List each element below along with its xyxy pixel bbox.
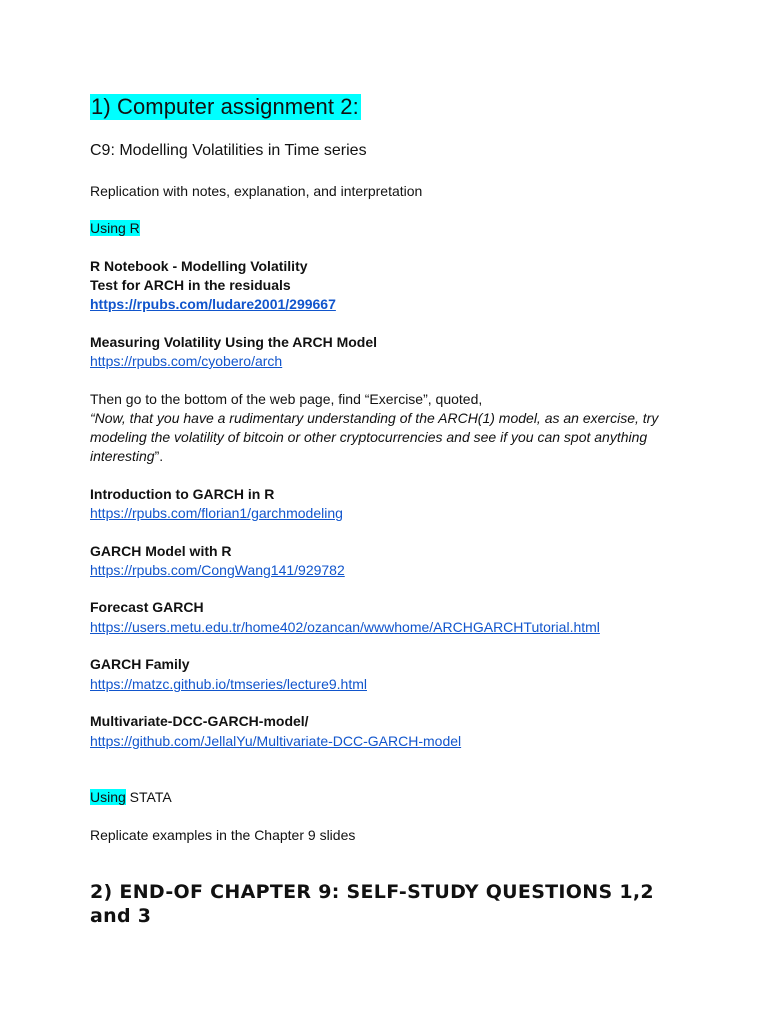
using-r-label: Using R <box>90 220 140 236</box>
chapter-subtitle: C9: Modelling Volatilities in Time series <box>90 142 367 159</box>
self-study-heading: 2) END-OF CHAPTER 9: SELF-STUDY QUESTIONS 1,2 and 3 <box>90 881 654 927</box>
section-link[interactable]: https://users.metu.edu.tr/home402/ozancan/wwwhome/ARCHGARCHTutorial.html <box>90 619 600 635</box>
section-title: Multivariate-DCC-GARCH-model/ <box>90 713 309 729</box>
intro-text: Replication with notes, explanation, and interpretation <box>90 183 423 199</box>
using-stata-highlight: Using <box>90 789 126 805</box>
section-title: Introduction to GARCH in R <box>90 486 275 502</box>
exercise-quote-end: ”. <box>154 448 164 464</box>
exercise-quote-text: “Now, that you have a rudimentary understanding of the ARCH(1) model, as an exercise, try modeling the volatility of bitcoin or other cryptocurrencies and see if you can spot anything interesting <box>90 410 659 464</box>
using-stata-label <box>90 789 172 805</box>
exercise-intro: Then go to the bottom of the web page, find “Exercise”, quoted, <box>90 391 483 407</box>
section-title: Measuring Volatility Using the ARCH Model <box>90 334 378 350</box>
section-subtitle: Test for ARCH in the residuals <box>90 277 291 293</box>
section-title: R Notebook - Modelling Volatility <box>90 258 308 274</box>
exercise-quote <box>90 409 660 466</box>
section-link[interactable]: https://rpubs.com/cyobero/arch <box>90 353 283 369</box>
section-link[interactable]: https://matzc.github.io/tmseries/lecture9.html <box>90 676 367 692</box>
section-link[interactable]: https://rpubs.com/ludare2001/299667 <box>90 296 336 312</box>
section-link[interactable]: https://rpubs.com/CongWang141/929782 <box>90 562 345 578</box>
using-stata-rest: STATA <box>125 789 172 805</box>
section-title: Forecast GARCH <box>90 599 204 615</box>
section-title: GARCH Model with R <box>90 543 232 559</box>
section-title: GARCH Family <box>90 656 190 672</box>
section-link[interactable]: https://github.com/JellalYu/Multivariate-DCC-GARCH-model <box>90 733 462 749</box>
stata-text: Replicate examples in the Chapter 9 slides <box>90 827 356 843</box>
section-link[interactable]: https://rpubs.com/florian1/garchmodeling <box>90 505 343 521</box>
assignment-heading: 1) Computer assignment 2: <box>91 94 359 119</box>
